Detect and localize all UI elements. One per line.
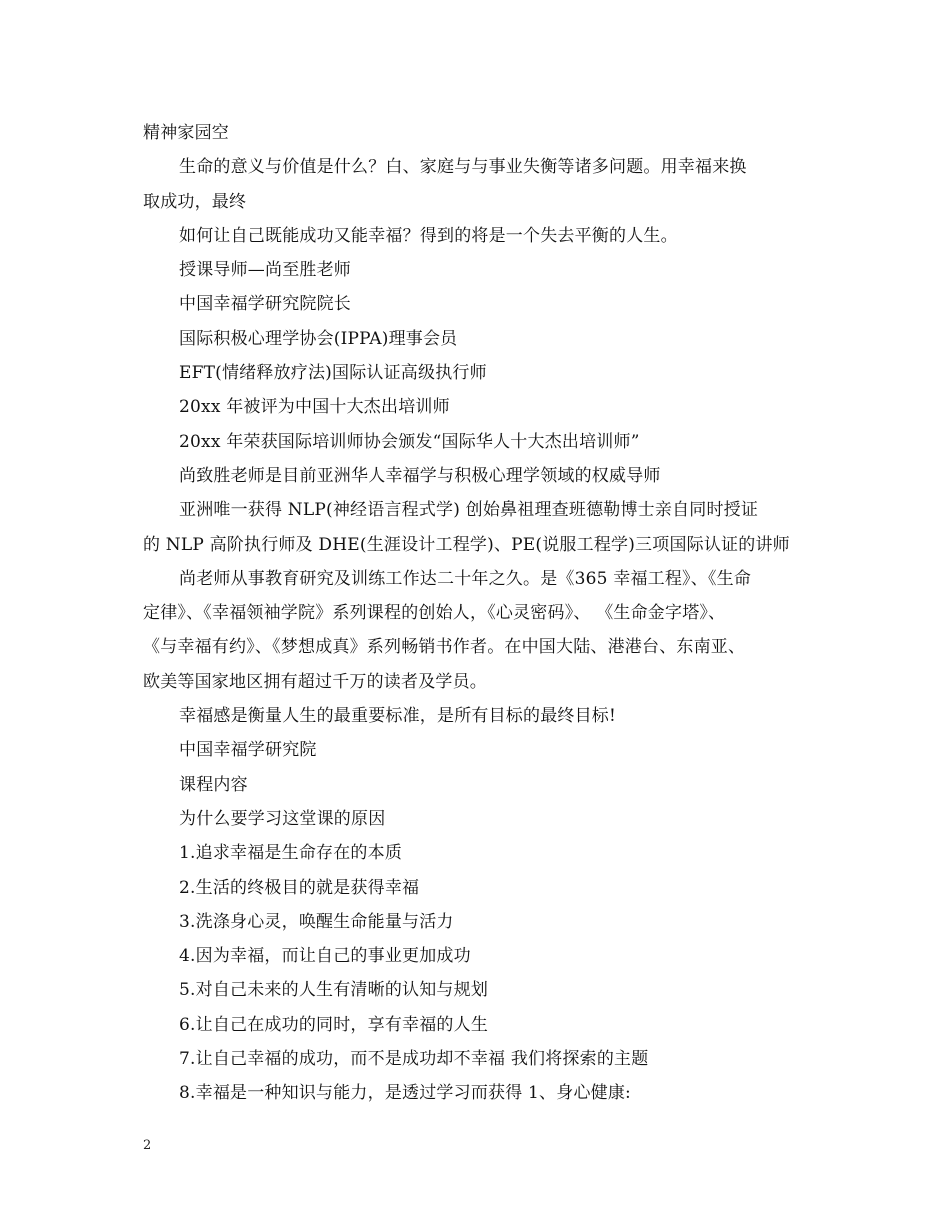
text-line: 5.对自己未来的人生有清晰的认知与规划 bbox=[179, 980, 489, 1001]
text-line: 4.因为幸福，而让自己的事业更加成功 bbox=[179, 946, 471, 967]
text-line: 定律》、《幸福领袖学院》系列课程的创始人，《心灵密码》、 《生命金字塔》、 bbox=[143, 603, 726, 624]
text-line: 如何让自己既能成功又能幸福？得到的将是一个失去平衡的人生。 bbox=[179, 225, 678, 246]
text-line: 授课导师—尚至胜老师 bbox=[179, 260, 351, 281]
text-line: 幸福感是衡量人生的最重要标准，是所有目标的最终目标! bbox=[179, 706, 617, 727]
text-line: EFT(情绪释放疗法)国际认证高级执行师 bbox=[179, 363, 487, 384]
text-line: 国际积极心理学协会(IPPA)理事会员 bbox=[179, 328, 458, 349]
text-line: 6.让自己在成功的同时，享有幸福的人生 bbox=[179, 1014, 489, 1035]
text-line: 取成功，最终 bbox=[143, 191, 247, 212]
text-line: 课程内容 bbox=[179, 774, 248, 795]
text-line: 欧美等国家地区拥有超过千万的读者及学员。 bbox=[143, 671, 487, 692]
page-number: 2 bbox=[143, 1138, 152, 1153]
text-line: 尚老师从事教育研究及训练工作达二十年之久。是《365 幸福工程》、《生命 bbox=[179, 568, 752, 589]
text-line: 《与幸福有约》、《梦想成真》系列畅销书作者。在中国大陆、港港台、东南亚、 bbox=[143, 637, 746, 658]
text-line: 精神家园空 bbox=[143, 123, 229, 143]
text-line: 20xx 年被评为中国十大杰出培训师 bbox=[179, 397, 450, 418]
text-line: 亚洲唯一获得 NLP(神经语言程式学) 创始鼻祖理查班德勒博士亲自同时授证 bbox=[179, 500, 759, 521]
text-line: 中国幸福学研究院 bbox=[179, 740, 317, 761]
text-line: 7.让自己幸福的成功，而不是成功却不幸福 我们将探索的主题 bbox=[179, 1049, 649, 1070]
text-line: 20xx 年荣获国际培训师协会颁发“国际华人十大杰出培训师” bbox=[179, 431, 640, 452]
text-line: 1.追求幸福是生命存在的本质 bbox=[179, 843, 403, 864]
text-line: 8.幸福是一种知识与能力，是透过学习而获得 1、身心健康: bbox=[179, 1083, 631, 1104]
text-line: 尚致胜老师是目前亚洲华人幸福学与积极心理学领域的权威导师 bbox=[179, 465, 661, 486]
text-line: 为什么要学习这堂课的原因 bbox=[179, 808, 386, 829]
text-line: 生命的意义与价值是什么？白、家庭与与事业失衡等诸多问题。用幸福来换 bbox=[179, 157, 747, 178]
text-line: 3.洗涤身心灵，唤醒生命能量与活力 bbox=[179, 911, 454, 932]
document-body bbox=[143, 116, 833, 1111]
text-line: 中国幸福学研究院院长 bbox=[179, 294, 351, 315]
text-line: 2.生活的终极目的就是获得幸福 bbox=[179, 877, 420, 898]
text-line: 的 NLP 高阶执行师及 DHE(生涯设计工程学)、PE(说服工程学)三项国际认证的讲师 bbox=[143, 534, 790, 555]
